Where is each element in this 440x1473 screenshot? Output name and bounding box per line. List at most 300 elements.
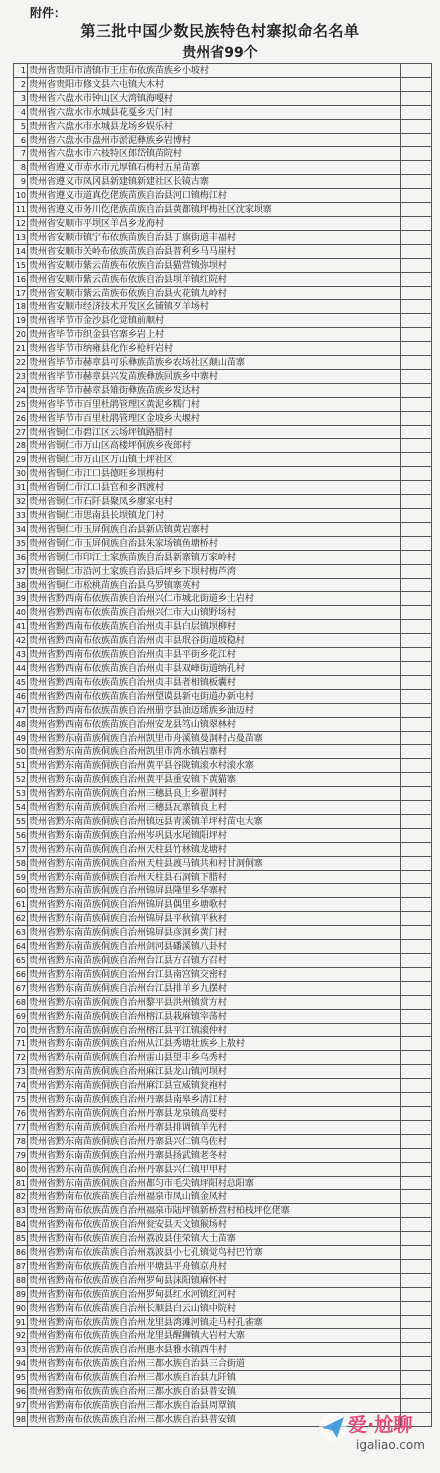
empty-cell [400, 328, 432, 341]
village-name: 贵州省黔东南苗族侗族自治州天柱县渡马镇共和村甘洞侗寨 [29, 857, 263, 869]
row-number: 8 [14, 161, 28, 174]
village-name: 贵州省安顺市经济技术开发区幺铺镇歹羊场村 [29, 301, 209, 313]
row-number: 55 [15, 816, 26, 826]
village-name: 贵州省黔东南苗族侗族自治州麻江县宣威镇瓮袍村 [29, 1080, 227, 1092]
row-number: 45 [15, 677, 26, 687]
row-number: 88 [15, 1275, 26, 1285]
table-row [14, 1329, 432, 1343]
row-number: 6 [14, 134, 28, 147]
village-name: 贵州省铜仁市思南县长坝镇龙门村 [29, 510, 164, 521]
village-name: 贵州省六盘水市六枝特区郎岱镇苗院村 [29, 148, 182, 160]
empty-cell [400, 106, 432, 119]
row-number: 3 [14, 92, 28, 105]
empty-cell [400, 662, 432, 675]
table-row [14, 592, 432, 606]
table-row [14, 120, 432, 134]
table-row [14, 398, 432, 412]
row-number: 71 [15, 1039, 26, 1049]
empty-cell [400, 1177, 432, 1190]
table-row [14, 884, 432, 898]
attachment-label: 附件： [30, 6, 67, 20]
village-name: 贵州省安顺市紫云苗族布依族自治县火花镇九岭村 [29, 287, 227, 299]
empty-cell [400, 843, 432, 856]
empty-cell [400, 64, 432, 77]
empty-cell [400, 467, 432, 480]
table-row [14, 106, 432, 120]
empty-cell [400, 1371, 432, 1384]
row-number: 14 [15, 246, 26, 256]
table-row [14, 1107, 432, 1121]
village-name: 贵州省黔南布依族苗族自治州罗甸县红水河镇红河村 [29, 1288, 236, 1300]
row-number: 10 [15, 191, 26, 201]
village-name: 贵州省黔东南苗族侗族自治州凯里市舟溪镇曼洞村占曼苗寨 [29, 732, 263, 744]
empty-cell [400, 189, 432, 202]
village-name: 贵州省黔东南苗族侗族自治州丹寨县兴仁镇甲甲村 [29, 1163, 227, 1175]
village-name: 贵州省贵阳市清镇市王庄布依族苗族乡小坡村 [29, 65, 209, 76]
row-number: 38 [15, 580, 26, 590]
village-name: 贵州省毕节市百里杜鹃管理区黄泥乡糯门村 [29, 398, 200, 410]
table-row [14, 759, 432, 773]
table-row [14, 231, 432, 245]
row-number: 22 [15, 358, 26, 368]
table-row [14, 300, 432, 314]
row-number: 72 [15, 1053, 26, 1063]
village-name: 贵州省黔东南苗族侗族自治州黄平县谷陇镇滚水村滚水寨 [29, 760, 254, 772]
table-row [14, 426, 432, 440]
table-row [14, 314, 432, 328]
table-row [14, 259, 432, 273]
row-number: 7 [14, 147, 28, 160]
row-number: 81 [15, 1178, 26, 1188]
village-name: 贵州省贵阳市修文县六屯镇大木村 [29, 78, 164, 90]
empty-cell [400, 787, 432, 800]
table-row [14, 287, 432, 301]
empty-cell [400, 1190, 432, 1203]
row-number: 97 [15, 1401, 26, 1410]
village-name: 贵州省黔西南布依族苗族自治州贞丰县双峰街道纳孔村 [29, 662, 245, 674]
row-number: 39 [15, 594, 26, 604]
empty-cell [400, 481, 432, 494]
table-row [14, 147, 432, 161]
village-name: 贵州省遵义市赤水市元厚镇石梅村五星苗寨 [29, 162, 200, 174]
row-number: 89 [15, 1289, 26, 1299]
table-row [14, 662, 432, 676]
row-number: 40 [15, 608, 26, 618]
row-number: 60 [15, 886, 26, 896]
empty-cell [400, 745, 432, 758]
row-number: 78 [15, 1136, 26, 1146]
watermark [318, 1408, 436, 1468]
empty-cell [400, 342, 432, 355]
row-number: 80 [15, 1164, 26, 1174]
village-name: 贵州省黔东南苗族侗族自治州台江县南宫镇交密村 [29, 968, 227, 980]
table-row [14, 982, 432, 996]
empty-cell [400, 1051, 432, 1064]
table-row [14, 175, 432, 189]
row-number: 58 [15, 858, 26, 868]
village-name: 贵州省黔南布依族苗族自治州龙里县湾滩河镇走马村孔雀寨 [29, 1316, 263, 1328]
table-row [14, 1204, 432, 1218]
row-number: 69 [15, 1011, 26, 1021]
table-row [14, 940, 432, 954]
village-name: 贵州省黔东南苗族侗族自治州从江县秀塘壮族乡上敖村 [29, 1038, 245, 1050]
empty-cell [400, 1093, 432, 1106]
empty-cell [400, 857, 432, 870]
village-name: 贵州省黔西南布依族苗族自治州望谟县新屯街道办新屯村 [29, 690, 254, 702]
row-number: 66 [15, 969, 26, 979]
empty-cell [400, 1302, 432, 1315]
row-number: 25 [15, 399, 26, 409]
row-number: 4 [14, 106, 28, 119]
row-number: 87 [15, 1261, 26, 1271]
table-row [14, 968, 432, 982]
village-name: 贵州省黔东南苗族侗族自治州黄平县重安镇下黄猫寨 [29, 774, 236, 786]
watermark-brand: 爱·尬聊 [348, 1414, 413, 1436]
row-number: 96 [15, 1387, 26, 1397]
empty-cell [400, 1024, 432, 1037]
empty-cell [400, 690, 432, 703]
row-number: 64 [15, 942, 26, 952]
village-name: 贵州省黔东南苗族侗族自治州三穗县瓦寨镇良上村 [29, 802, 227, 814]
village-name: 贵州省黔南布依族苗族自治州三都水族自治县普安镇 [29, 1413, 236, 1425]
table-row [14, 704, 432, 718]
row-number: 2 [14, 78, 28, 91]
row-number: 43 [15, 650, 26, 660]
village-name: 贵州省黔东南苗族侗族自治州台江县排羊乡九摆村 [29, 982, 227, 994]
row-number: 19 [15, 316, 26, 326]
table-row [14, 342, 432, 356]
empty-cell [400, 1107, 432, 1120]
page-title: 第三批中国少数民族特色村寨拟命名名单 [80, 22, 360, 40]
table-row [14, 690, 432, 704]
table-row [14, 676, 432, 690]
table-row [14, 1218, 432, 1232]
village-name: 贵州省毕节市百里杜鹃管理区金坡乡大堰村 [29, 412, 200, 424]
table-row [14, 1357, 432, 1371]
empty-cell [400, 523, 432, 536]
empty-cell [400, 245, 432, 258]
village-name: 贵州省黔东南苗族侗族自治州三穗县良上乡翟洞村 [29, 788, 227, 800]
row-number: 75 [15, 1095, 26, 1105]
table-row [14, 134, 432, 148]
table-row [14, 273, 432, 287]
row-number: 24 [15, 385, 26, 395]
row-number: 65 [15, 956, 26, 965]
row-number: 91 [15, 1317, 26, 1327]
row-number: 49 [15, 733, 26, 743]
empty-cell [400, 1163, 432, 1176]
village-name: 贵州省黔东南苗族侗族自治州岑巩县水尾镇阳坪村 [29, 829, 227, 841]
empty-cell [400, 982, 432, 995]
table-row [14, 912, 432, 926]
row-number: 92 [15, 1331, 26, 1341]
row-number: 98 [15, 1414, 26, 1424]
empty-cell [400, 1204, 432, 1217]
table-row [14, 1051, 432, 1065]
table-row [14, 773, 432, 787]
row-number: 85 [15, 1234, 26, 1244]
village-name: 贵州省黔西南布依族苗族自治州兴仁市城北街道乡土岩村 [29, 593, 254, 605]
village-name: 贵州省黔南布依族苗族自治州龙里县醒狮镇大岩村大寨 [29, 1330, 245, 1342]
empty-cell [400, 648, 432, 661]
empty-cell [400, 453, 432, 466]
village-name: 贵州省铜仁市玉屏侗族自治县朱家场镇鱼塘桥村 [29, 537, 218, 549]
row-number: 16 [15, 274, 26, 284]
row-number: 82 [15, 1192, 26, 1202]
row-number: 50 [15, 747, 26, 757]
row-number: 79 [15, 1150, 26, 1160]
village-name: 贵州省铜仁市石阡县聚凤乡廖家屯村 [29, 496, 173, 508]
row-number: 70 [15, 1025, 26, 1035]
village-name: 贵州省铜仁市万山区万山镇土坪社区 [29, 454, 173, 466]
empty-cell [400, 287, 432, 300]
empty-cell [400, 147, 432, 160]
row-number: 21 [15, 344, 26, 354]
row-number: 31 [15, 483, 26, 493]
village-name: 贵州省黔东南苗族侗族自治州锦屏县彦洞乡黄门村 [29, 927, 227, 939]
village-name: 贵州省毕节市金沙县化觉镇前顺村 [29, 315, 164, 327]
table-row [14, 189, 432, 203]
table-row [14, 551, 432, 565]
row-number: 77 [15, 1122, 26, 1132]
table-row [14, 1302, 432, 1316]
empty-cell [400, 1260, 432, 1273]
village-name: 贵州省黔东南苗族侗族自治州剑河县磻溪镇八卦村 [29, 941, 227, 953]
empty-cell [400, 1274, 432, 1287]
row-number: 12 [15, 218, 26, 228]
table-row [14, 815, 432, 829]
empty-cell [400, 1232, 432, 1245]
table-row [14, 1121, 432, 1135]
row-number: 51 [15, 761, 26, 771]
row-number: 15 [15, 260, 26, 270]
table-row [14, 92, 432, 106]
row-number: 56 [15, 830, 26, 840]
village-name: 贵州省黔东南苗族侗族自治州天柱县竹林镇龙塘村 [29, 843, 227, 855]
village-name: 贵州省黔西南布依族苗族自治州贞丰县平街乡花江村 [29, 649, 236, 661]
empty-cell [400, 676, 432, 689]
row-number: 33 [15, 511, 26, 520]
village-name: 贵州省安顺市紫云苗族布依族自治县坝羊镇红院村 [29, 273, 227, 285]
empty-cell [400, 1065, 432, 1078]
empty-cell [400, 926, 432, 939]
empty-cell [400, 1343, 432, 1356]
village-name: 贵州省黔南布依族苗族自治州三都水族自治县普安镇 [29, 1386, 236, 1398]
empty-cell [400, 759, 432, 772]
table-row [14, 356, 432, 370]
row-number: 52 [15, 775, 26, 785]
table-row [14, 1010, 432, 1024]
empty-cell [400, 968, 432, 981]
row-number: 44 [15, 663, 26, 673]
table-row [14, 926, 432, 940]
village-name: 贵州省六盘水市钟山区大湾镇海嘎村 [29, 92, 173, 104]
row-number: 59 [15, 872, 26, 882]
table-row [14, 606, 432, 620]
row-number: 76 [15, 1108, 26, 1118]
row-number: 32 [15, 497, 26, 507]
row-number: 42 [15, 636, 26, 646]
watermark-url: igaliao.com [356, 1438, 425, 1452]
empty-cell [400, 426, 432, 439]
table-row [14, 745, 432, 759]
row-number: 68 [15, 997, 26, 1007]
table-row [14, 217, 432, 231]
village-name: 贵州省安顺市关岭布依族苗族自治县普利乡马马崖村 [29, 245, 236, 257]
village-name: 贵州省黔西南布依族苗族自治州册亨县油迈瑶族乡油迈村 [29, 704, 254, 716]
empty-cell [400, 1121, 432, 1134]
village-name: 贵州省铜仁市江口县德旺乡坝梅村 [29, 468, 164, 480]
row-number: 27 [15, 427, 26, 437]
table-row [14, 1288, 432, 1302]
empty-cell [400, 273, 432, 286]
row-number: 83 [15, 1206, 26, 1216]
empty-cell [400, 78, 432, 91]
empty-cell [400, 912, 432, 925]
table-row [14, 537, 432, 551]
table-row [14, 64, 432, 78]
empty-cell [400, 579, 432, 592]
village-name: 贵州省黔东南苗族侗族自治州麻江县龙山镇河坝村 [29, 1066, 227, 1078]
empty-cell [400, 1079, 432, 1092]
row-number: 54 [15, 803, 26, 813]
empty-cell [400, 773, 432, 786]
village-name: 贵州省黔东南苗族侗族自治州榕江县平江镇滚仲村 [29, 1024, 227, 1036]
row-number: 26 [15, 413, 26, 423]
village-name: 贵州省遵义市务川仡佬族苗族自治县黄都镇坪梅社区沈家坝寨 [29, 204, 272, 216]
village-name: 贵州省黔东南苗族侗族自治州凯里市湾水镇岩寨村 [29, 746, 227, 758]
table-row [14, 801, 432, 815]
table-row [14, 328, 432, 342]
village-name: 贵州省黔东南苗族侗族自治州台江县方召镇方召村 [29, 955, 227, 966]
empty-cell [400, 370, 432, 383]
table-row [14, 1260, 432, 1274]
row-number: 41 [15, 622, 26, 632]
table-row [14, 1190, 432, 1204]
village-name: 贵州省黔东南苗族侗族自治州丹寨县排调镇羊先村 [29, 1121, 227, 1133]
village-name: 贵州省六盘水市水城县龙场乡娱乐村 [29, 120, 173, 132]
empty-cell [400, 592, 432, 605]
empty-cell [400, 801, 432, 814]
row-number: 86 [15, 1248, 26, 1258]
row-number: 30 [15, 469, 26, 479]
table-row [14, 898, 432, 912]
row-number: 37 [15, 566, 26, 576]
village-name: 贵州省黔南布依族苗族自治州平塘县平舟镇京舟村 [29, 1260, 227, 1272]
empty-cell [400, 551, 432, 564]
village-name: 贵州省铜仁市印江土家族苗族自治县新寨镇万家岭村 [29, 551, 236, 563]
table-row [14, 523, 432, 537]
table-row [14, 718, 432, 732]
empty-cell [400, 300, 432, 313]
empty-cell [400, 620, 432, 633]
empty-cell [400, 259, 432, 272]
village-name: 贵州省黔东南苗族侗族自治州雷山县望丰乡乌秀村 [29, 1052, 227, 1064]
row-number: 67 [15, 983, 26, 993]
table-row [14, 1316, 432, 1330]
table-row [14, 245, 432, 259]
row-number: 61 [15, 900, 26, 910]
village-name: 贵州省黔南布依族苗族自治州荔波县小七孔镇觉鸟村巴竹寨 [29, 1247, 263, 1259]
village-name: 贵州省黔西南布依族苗族自治州兴仁市大山镇野场村 [29, 607, 236, 619]
empty-cell [400, 161, 432, 174]
table-row [14, 467, 432, 481]
row-number: 47 [15, 705, 26, 715]
table-row [14, 481, 432, 495]
village-name: 贵州省黔南布依族苗族自治州三都水族自治县三合街道 [29, 1358, 245, 1370]
table-row [14, 1149, 432, 1163]
table-row [14, 579, 432, 593]
empty-cell [400, 829, 432, 842]
table-row [14, 954, 432, 968]
paper-plane-icon [318, 1412, 348, 1442]
empty-cell [400, 1135, 432, 1148]
empty-cell [400, 356, 432, 369]
village-name: 贵州省黔东南苗族侗族自治州丹寨县扬武镇老冬村 [29, 1149, 227, 1161]
village-name: 贵州省毕节市赫章县兴发苗族彝族回族乡中寨村 [29, 370, 218, 382]
empty-cell [400, 996, 432, 1009]
village-name: 贵州省六盘水市盘州市淤泥彝族乡岩博村 [29, 134, 191, 146]
table-row [14, 1246, 432, 1260]
empty-cell [400, 871, 432, 884]
empty-cell [400, 704, 432, 717]
table-row [14, 634, 432, 648]
village-name: 贵州省黔南布依族苗族自治州三都水族自治县周覃镇 [29, 1400, 236, 1411]
village-name: 贵州省毕节市织金县官寨乡岩上村 [29, 329, 164, 341]
row-number: 13 [15, 232, 26, 242]
empty-cell [400, 537, 432, 550]
empty-cell [400, 1288, 432, 1301]
village-name: 贵州省黔南布依族苗族自治州荔波县佳荣镇大土苗寨 [29, 1233, 236, 1245]
row-number: 36 [15, 552, 26, 562]
village-name: 贵州省黔东南苗族侗族自治州都匀市毛尖镇坪阳村总阳寨 [29, 1177, 254, 1189]
row-number: 95 [15, 1373, 26, 1383]
empty-cell [400, 509, 432, 522]
village-name: 贵州省黔西南布依族苗族自治州安龙县笃山镇翠林村 [29, 718, 236, 730]
village-name: 贵州省黔南布依族苗族自治州三都水族自治县九阡镇 [29, 1372, 236, 1384]
empty-cell [400, 120, 432, 133]
village-name: 贵州省六盘水市水城县花戛乡天门村 [29, 106, 173, 118]
row-number: 29 [15, 455, 26, 465]
village-name: 贵州省毕节市纳雍县化作乡枪杆岩村 [29, 343, 173, 355]
village-name: 贵州省铜仁市沿河土家族自治县后坪乡下坝村梅芦湾 [29, 565, 236, 577]
empty-cell [400, 634, 432, 647]
row-number: 35 [15, 538, 26, 548]
empty-cell [400, 1316, 432, 1329]
village-name: 贵州省黔西南布依族苗族自治州贞丰县者相镇板囊村 [29, 676, 236, 688]
table-row [14, 1385, 432, 1399]
empty-cell [400, 495, 432, 508]
table-row [14, 495, 432, 509]
empty-cell [400, 231, 432, 244]
empty-cell [400, 1246, 432, 1259]
table-row [14, 732, 432, 746]
empty-cell [400, 940, 432, 953]
table-row [14, 453, 432, 467]
table-row [14, 1037, 432, 1051]
village-name: 贵州省黔东南苗族侗族自治州锦屏县平秋镇平秋村 [29, 913, 227, 925]
empty-cell [400, 1385, 432, 1398]
empty-cell [400, 412, 432, 425]
row-number: 5 [14, 120, 28, 133]
table-row [14, 565, 432, 579]
row-number: 18 [15, 302, 26, 312]
village-name: 贵州省铜仁市玉屏侗族自治县新店镇黄岩寨村 [29, 523, 209, 535]
row-number: 73 [15, 1067, 26, 1077]
row-number: 90 [15, 1303, 26, 1313]
empty-cell [400, 718, 432, 731]
village-name: 贵州省黔东南苗族侗族自治州丹寨县兴仁镇乌佐村 [29, 1135, 227, 1147]
